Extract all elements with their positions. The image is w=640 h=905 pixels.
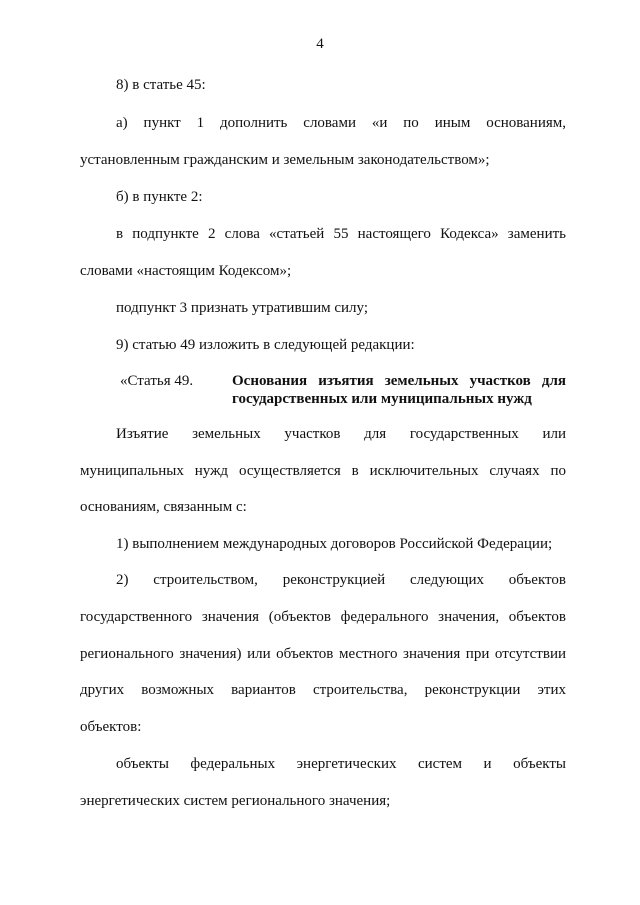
body-line-2: муниципальных нужд осуществляется в исключительных случаях по [80, 463, 566, 479]
list-item-2-line-1: 2) строительством, реконструкцией следующих объектов [116, 572, 566, 588]
subitem-line-1: объекты федеральных энергетических систем и объекты [116, 756, 566, 772]
paragraph-a-line-1: а) пункт 1 дополнить словами «и по иным основаниям, [116, 115, 566, 131]
paragraph-item-8: 8) в статье 45: [116, 77, 206, 93]
list-item-2-line-2: государственного значения (объектов федерального значения, объектов [80, 609, 566, 625]
paragraph-subitem-3: подпункт 3 признать утратившим силу; [116, 300, 368, 316]
paragraph-a-line-2: установленным гражданским и земельным законодательством»; [80, 152, 490, 168]
paragraph-subitem-2-line-2: словами «настоящим Кодексом»; [80, 263, 292, 279]
paragraph-b: б) в пункте 2: [116, 189, 203, 205]
article-title-line-2: государственных или муниципальных нужд [232, 391, 532, 407]
list-item-2-line-5: объектов: [80, 719, 142, 735]
list-item-1: 1) выполнением международных договоров Российской Федерации; [116, 536, 553, 552]
page-number: 4 [316, 36, 324, 52]
subitem-line-2: энергетических систем регионального значения; [80, 793, 391, 809]
article-title-line-1: Основания изъятия земельных участков для [232, 373, 566, 389]
list-item-2-line-3: регионального значения) или объектов местного значения при отсутствии [80, 646, 566, 662]
paragraph-subitem-2-line-1: в подпункте 2 слова «статьей 55 настоящего Кодекса» заменить [116, 226, 566, 242]
list-item-2-line-4: других возможных вариантов строительства, реконструкции этих [80, 682, 566, 698]
body-line-3: основаниям, связанным с: [80, 499, 247, 515]
body-line-1: Изъятие земельных участков для государственных или [116, 426, 566, 442]
article-label: «Статья 49. [120, 373, 194, 389]
paragraph-item-9: 9) статью 49 изложить в следующей редакции: [116, 337, 415, 353]
